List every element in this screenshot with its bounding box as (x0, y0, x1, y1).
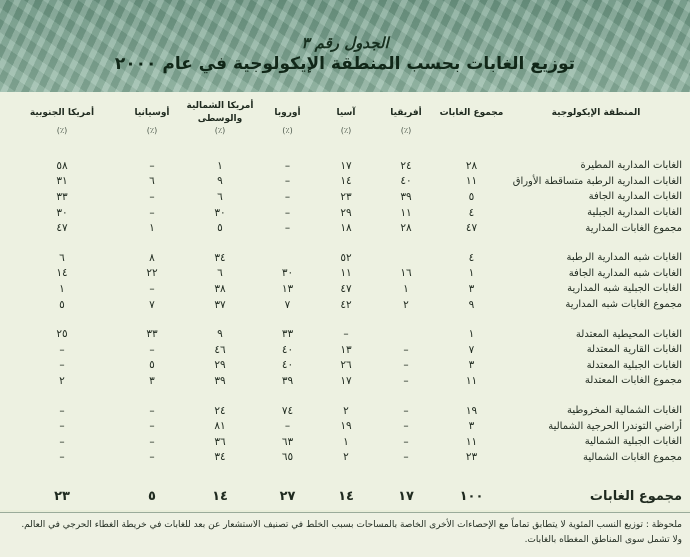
cell-value: ٥ (217, 222, 223, 235)
cell-value: ٦٣ (281, 435, 294, 448)
cell-value: ٣٩ (281, 374, 294, 387)
cell-value: ٥٢ (340, 251, 352, 264)
cell-value: ١١ (340, 267, 352, 280)
cell-value: ١٤ (56, 267, 68, 280)
footnote (0, 512, 690, 557)
row-label: الغابات المدارية الرطبة متساقطة الأوراق (512, 175, 682, 187)
group-spacer (0, 312, 690, 326)
group-spacer (0, 389, 690, 403)
cell-value: – (403, 404, 409, 417)
cell-value: ٣١ (56, 175, 68, 188)
cell-value: ١٧ (340, 374, 352, 387)
cell-value: ٣٤ (214, 451, 226, 464)
cell-value: ٤٠ (400, 175, 412, 188)
header-region: المنطقة الإيكولوجية (551, 108, 641, 118)
cell-value: ٤٧ (340, 282, 352, 295)
cell-value: – (59, 435, 65, 448)
cell-value: ١١ (465, 435, 478, 448)
cell-value: – (59, 420, 65, 433)
unit-row: (٪) (٪) (٪) (٪) (٪) (٪) (56, 126, 412, 135)
cell-value: ٣٣ (56, 190, 68, 203)
cell-value: ٥ (468, 190, 475, 203)
table-caption: توزيع الغابات بحسب المنطقة الإيكولوجية في عام ٢٠٠٠ (114, 54, 576, 74)
cell-value: ١١ (400, 206, 412, 219)
cell-value: ٢٩ (340, 206, 352, 219)
table-row (0, 450, 690, 466)
cell-value: – (149, 159, 155, 172)
total-value: ٢٣ (54, 488, 70, 504)
table-row (0, 373, 690, 389)
cell-value: ٨١ (214, 420, 226, 433)
cell-value: ٢٣ (340, 190, 352, 203)
cell-value: ١٦ (400, 267, 412, 280)
cell-value: – (59, 404, 65, 417)
cell-value: ٦٥ (281, 451, 294, 464)
table-row (0, 297, 690, 313)
cell-value: ٥ (59, 298, 65, 311)
forest-table (0, 92, 690, 510)
row-label: الغابات المحيطية المعتدلة (575, 328, 682, 340)
cell-value: – (149, 404, 155, 417)
cell-value: ٢ (59, 374, 65, 387)
cell-value: – (149, 420, 155, 433)
table-row (0, 158, 690, 174)
table-row (0, 342, 690, 358)
cell-value: ١١ (465, 374, 478, 387)
cell-value: – (149, 451, 155, 464)
cell-value: ٦ (217, 267, 223, 280)
cell-value: ٧ (149, 298, 155, 311)
cell-value: ٢٨ (465, 159, 478, 172)
cell-value: ١ (468, 328, 475, 341)
cell-value: ٤ (468, 251, 475, 264)
row-label: الغابات الجبلية المعتدلة (586, 359, 682, 371)
title-banner (0, 0, 690, 93)
cell-value: – (59, 359, 65, 372)
table-row (0, 189, 690, 205)
row-label: الغابات شبه المدارية الرطبة (566, 252, 682, 264)
cell-value: ٤٢ (340, 298, 352, 311)
cell-value: – (149, 343, 155, 356)
row-label: مجموع الغابات الشمالية (582, 451, 682, 463)
cell-value: ١ (149, 222, 155, 235)
cell-value (377, 250, 435, 266)
cell-value: ٤٦ (214, 343, 226, 356)
cell-value (377, 326, 435, 342)
table-row (0, 358, 690, 374)
cell-value: – (59, 343, 65, 356)
cell-value: ١٣ (281, 282, 294, 295)
cell-value: ٤٠ (281, 343, 294, 356)
header-south-america: أمريكا الجنوبية (29, 108, 95, 118)
total-value: ١٧ (398, 488, 414, 504)
total-value: ٥ (148, 488, 156, 504)
cell-value: – (149, 206, 155, 219)
cell-value: – (403, 359, 409, 372)
cell-value: ٣ (149, 374, 155, 387)
table-row (0, 418, 690, 434)
cell-value: ٦ (217, 190, 223, 203)
cell-value: ١ (403, 282, 409, 295)
cell-value: ٣٠ (214, 206, 226, 219)
cell-value: ٣٣ (146, 328, 158, 341)
header-asia: آسيا (336, 108, 356, 118)
cell-value: ٧٤ (281, 404, 294, 417)
table-row (0, 403, 690, 419)
row-label: مجموع الغابات شبه المدارية (565, 299, 682, 311)
table-row (0, 220, 690, 236)
cell-value: – (284, 159, 291, 172)
total-value: ١٠٠ (459, 488, 484, 504)
table-row (0, 205, 690, 221)
row-label: الغابات الجبلية الشمالية (584, 436, 682, 448)
cell-value: – (403, 374, 409, 387)
row-label: الغابات المدارية الجبلية (587, 207, 682, 219)
table-row (0, 326, 690, 342)
cell-value: – (284, 175, 291, 188)
cell-value: ٣٠ (281, 267, 294, 280)
cell-value: – (403, 420, 409, 433)
table-row (0, 434, 690, 450)
cell-value: ١٩ (465, 404, 478, 417)
cell-value: – (284, 420, 291, 433)
cell-value: ٣٩ (214, 374, 226, 387)
cell-value: ٥٨ (56, 159, 68, 172)
cell-value: – (149, 190, 155, 203)
cell-value: ٩ (217, 328, 223, 341)
footnote-text: ملحوظة : توزيع النسب المئوية لا يتطابق تماماً مع الإحصاءات الأخرى الخاصة بالمساحات بسبب الخلط في تصنيف الاستشعار عن بعد للغابات في خريطة الغطاء الحرجي في العالم. ولا تشمل سوى المناطق المغطاه بالغابات. (21, 520, 682, 545)
group-spacer (0, 236, 690, 250)
row-label: الغابات الجبلية شبه المدارية (567, 283, 682, 295)
cell-value: ١٨ (340, 222, 352, 235)
spacer (0, 146, 690, 158)
total-value: ٢٧ (279, 488, 296, 504)
cell-value: ٢٦ (340, 359, 352, 372)
cell-value: ٣٧ (214, 298, 226, 311)
total-label: مجموع الغابات (589, 488, 682, 504)
cell-value (260, 250, 315, 266)
cell-value: ٤٧ (465, 222, 478, 235)
cell-value: ١ (59, 282, 65, 295)
cell-value: ٣ (468, 282, 475, 295)
header-north-central-america: أمريكا الشمالية والوسطى (186, 101, 254, 124)
total-value: ١٤ (338, 488, 354, 504)
cell-value: ٤٠ (281, 359, 294, 372)
cell-value: ٢ (403, 298, 409, 311)
table-row (0, 266, 690, 282)
cell-value: – (284, 222, 291, 235)
header-oceania: أوسيانيا (134, 108, 170, 118)
cell-value: – (403, 435, 409, 448)
table-row (0, 250, 690, 266)
cell-value: ١٧ (340, 159, 352, 172)
cell-value: ٣٤ (214, 251, 226, 264)
cell-value: ٣ (468, 359, 475, 372)
table-row (0, 281, 690, 297)
header-total: مجموع الغابات (439, 108, 504, 118)
cell-value: ٣٠ (56, 206, 68, 219)
cell-value: ٤٧ (56, 222, 68, 235)
cell-value: ٢٤ (400, 159, 412, 172)
cell-value: – (149, 282, 155, 295)
cell-value: ١٩ (340, 420, 352, 433)
cell-value: ٣٩ (400, 190, 412, 203)
cell-value: – (403, 451, 409, 464)
cell-value: ٣٦ (214, 435, 226, 448)
row-label: الغابات المدارية الجافة (588, 191, 682, 203)
cell-value: ١ (217, 159, 223, 172)
cell-value: – (403, 343, 409, 356)
cell-value: ٢٩ (214, 359, 226, 372)
cell-value: ١١ (465, 175, 478, 188)
cell-value: ٢٤ (214, 404, 226, 417)
cell-value: ٦ (59, 251, 65, 264)
header-row (0, 92, 690, 126)
cell-value: ٢٨ (400, 222, 412, 235)
cell-value: ٢٢ (146, 267, 158, 280)
cell-value: ٩ (468, 298, 475, 311)
cell-value: ٢ (343, 404, 349, 417)
cell-value: ٥ (149, 359, 155, 372)
cell-value: ١٣ (340, 343, 352, 356)
cell-value: – (343, 328, 349, 341)
row-label: أراضي التوندرا الحرجية الشمالية (548, 420, 682, 432)
total-row (0, 486, 690, 506)
cell-value: ٢٥ (56, 328, 68, 341)
total-value: ١٤ (212, 488, 228, 504)
cell-value: – (149, 435, 155, 448)
row-label: مجموع الغابات المدارية (585, 222, 682, 234)
cell-value: – (59, 451, 65, 464)
row-label: الغابات شبه المدارية الجافة (568, 267, 682, 279)
cell-value: ٤ (468, 206, 475, 219)
cell-value: ٣ (468, 420, 475, 433)
cell-value: ١٤ (340, 175, 352, 188)
cell-value: ٢ (343, 451, 349, 464)
cell-value: – (284, 206, 291, 219)
cell-value: ٦ (149, 175, 155, 188)
header-europe: أوروبا (274, 108, 301, 118)
cell-value: ٢٣ (465, 451, 478, 464)
cell-value: ٣٨ (214, 282, 226, 295)
cell-value: ٧ (284, 298, 291, 311)
header-africa: أفريقيا (390, 108, 422, 118)
table-number: الجدول رقم ٣ (301, 34, 389, 52)
cell-value: ١ (343, 435, 349, 448)
cell-value: ١ (468, 267, 475, 280)
row-label: الغابات القارية المعتدلة (586, 344, 682, 356)
row-label: مجموع الغابات المعتدلة (584, 375, 682, 387)
row-label: الغابات الشمالية المخروطية (566, 405, 682, 417)
cell-value: – (284, 190, 291, 203)
cell-value: ٣٣ (281, 328, 294, 341)
cell-value: ٨ (149, 251, 155, 264)
table-row (0, 174, 690, 190)
row-label: الغابات المدارية المطيرة (580, 160, 682, 172)
cell-value: ٧ (468, 343, 475, 356)
cell-value: ٩ (217, 175, 223, 188)
